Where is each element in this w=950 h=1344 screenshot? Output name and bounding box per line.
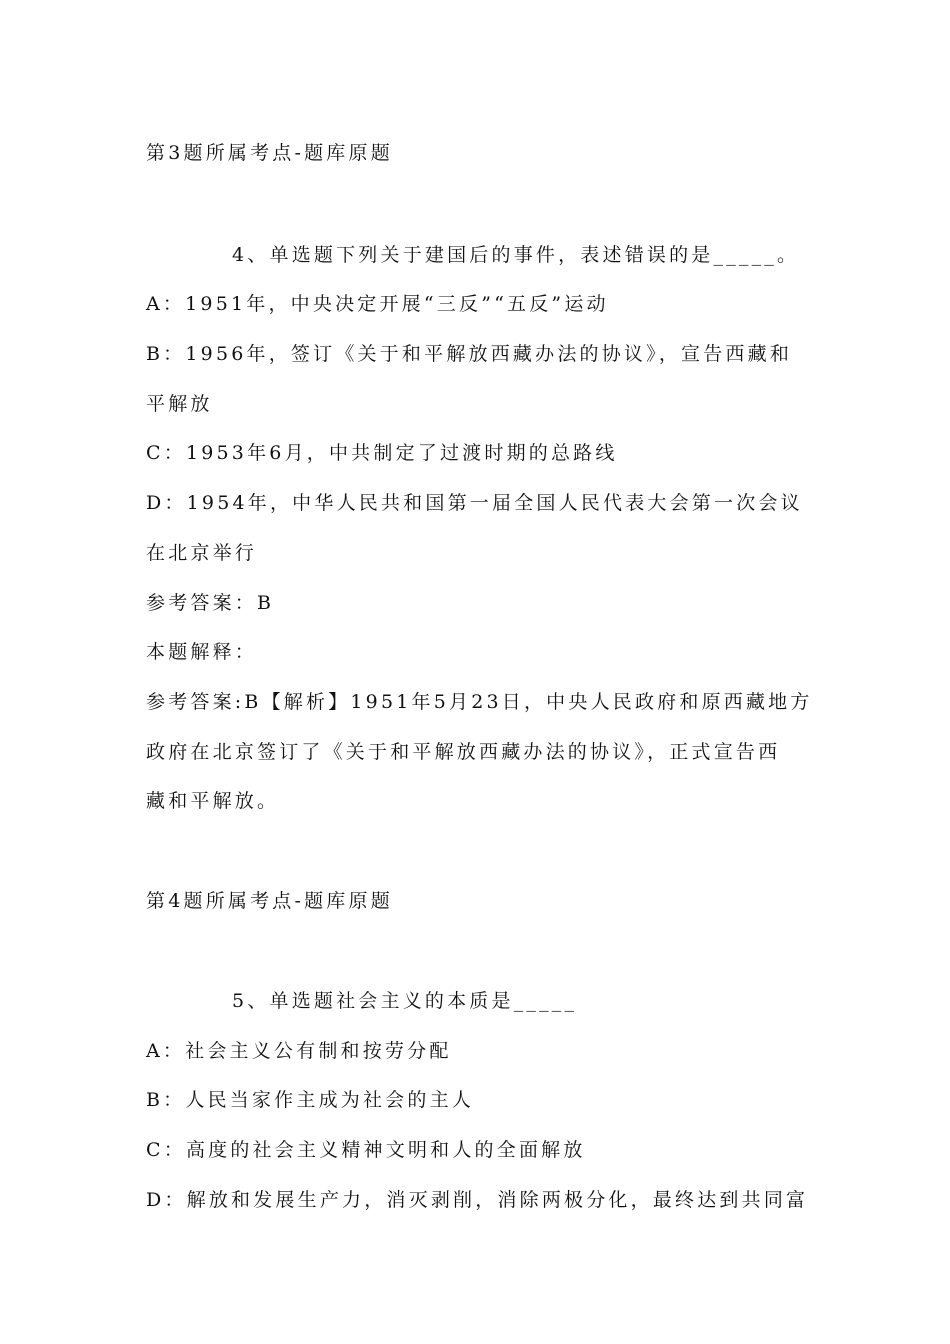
q4-explanation-line1: 参考答案:B【解析】1951年5月23日，中央人民政府和原西藏地方 — [146, 691, 813, 713]
q4-explanation-line2: 政府在北京签订了《关于和平解放西藏办法的协议》，正式宣告西 — [146, 741, 781, 763]
q4-option-d-line1: D：1954年，中华人民共和国第一届全国人民代表大会第一次会议 — [146, 492, 803, 514]
q4-option-b-line1: B：1956年，签订《关于和平解放西藏办法的协议》，宣告西藏和 — [146, 343, 793, 365]
q5-option-d-line1: D：解放和发展生产力，消灭剥削，消除两极分化，最终达到共同富 — [146, 1189, 809, 1211]
q5-option-c: C：高度的社会主义精神文明和人的全面解放 — [146, 1139, 586, 1161]
q4-option-b-line2: 平解放 — [146, 393, 213, 415]
q5-option-b: B：人民当家作主成为社会的主人 — [146, 1089, 474, 1111]
q3-topic-line: 第3题所属考点-题库原题 — [146, 142, 393, 164]
q5-stem: 5、单选题社会主义的本质是_____ — [232, 990, 578, 1012]
q4-topic-line: 第4题所属考点-题库原题 — [146, 890, 393, 912]
q4-option-d-line2: 在北京举行 — [146, 542, 258, 564]
q4-option-a: A：1951年，中央决定开展“三反”“五反”运动 — [146, 293, 609, 315]
q4-explanation-line3: 藏和平解放。 — [146, 790, 280, 812]
q4-answer: 参考答案：B — [146, 592, 275, 614]
q4-option-c: C：1953年6月，中共制定了过渡时期的总路线 — [146, 442, 618, 464]
q5-option-a: A：社会主义公有制和按劳分配 — [146, 1040, 452, 1062]
q4-explanation-label: 本题解释： — [146, 641, 258, 663]
q4-stem: 4、单选题下列关于建国后的事件，表述错误的是_____。 — [232, 244, 800, 266]
